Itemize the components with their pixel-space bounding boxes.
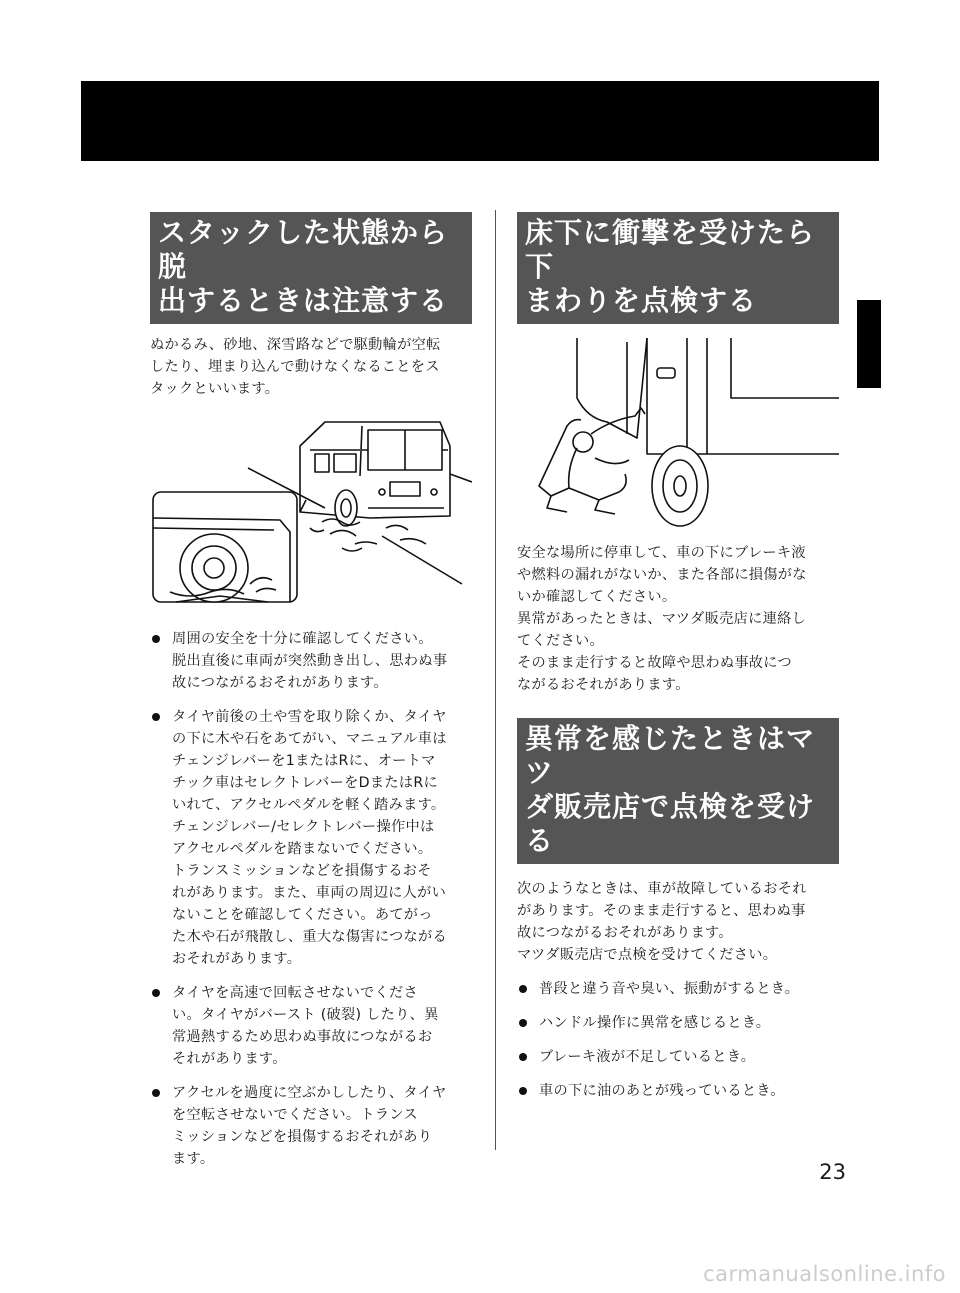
list-item (150, 628, 472, 694)
heading-dealer-inspection: 異常を感じたときはマツ ダ販売店で点検を受ける (517, 718, 839, 864)
header-bar (81, 81, 879, 161)
heading-stuck: スタックした状態から脱 出するときは注意する (150, 212, 472, 324)
intro-text: ぬかるみ、砂地、深雪路などで駆動輪が空転 したり、埋まり込んで動けなくなることをス タックといいます。 (150, 337, 441, 397)
bullet-dot-icon (152, 1089, 160, 1097)
bullet-dot-icon (152, 989, 160, 997)
list-item-text: ブレーキ液が不足しているとき。 (539, 1049, 756, 1065)
list-item-text: 車の下に油のあとが残っているとき。 (539, 1083, 785, 1099)
page-number: 23 (819, 1160, 846, 1184)
right-column (517, 212, 839, 1102)
list-item (517, 1080, 839, 1102)
symptom-bullet-list (517, 978, 839, 1102)
list-item-text: ハンドル操作に異常を感じるとき。 (539, 1015, 771, 1031)
list-item (150, 1082, 472, 1170)
underbody-inspection-illustration (517, 338, 839, 528)
list-item-text: アクセルを過度に空ぶかししたり、タイヤ を空転させないでください。トランス ミッションなどを損傷するおそれがあり ます。 (172, 1085, 447, 1167)
bullet-dot-icon (519, 1087, 527, 1095)
stuck-bullet-list (150, 628, 472, 1170)
bullet-dot-icon (152, 635, 160, 643)
stuck-van-illustration (150, 416, 472, 606)
list-item (150, 706, 472, 970)
left-column (150, 212, 472, 1170)
list-item (517, 1046, 839, 1068)
column-divider (495, 210, 496, 1150)
heading-underbody-check: 床下に衝撃を受けたら下 まわりを点検する (517, 212, 839, 324)
list-item-text: タイヤ前後の土や雪を取り除くか、タイヤ の下に木や石をあてがい、マニュアル車は チェンジレバーを1またはRに、オートマ チック車はセレクトレバーをDまたはRに いれて、アクセルペダルを軽く踏みます。 チェンジレバー/セレクトレバー操作中は アクセルペダルを踏まないでください。 トランスミッションなどを損傷するおそ れがあります。また、車両の周辺に人がい ないことを確認してください。あてがっ た木や石が飛散し、重大な傷害につながる おそれがあります。 (172, 709, 447, 967)
list-item-text: タイヤを高速で回転させないでくださ い。タイヤがバースト (破裂) したり、異 常過熱するため思わぬ事故につながるお それがあります。 (172, 985, 439, 1067)
list-item-text: 周囲の安全を十分に確認してください。 脱出直後に車両が突然動き出し、思わぬ事 故につながるおそれがあります。 (172, 631, 448, 691)
list-item-text: 普段と違う音や臭い、振動がするとき。 (539, 981, 800, 997)
underbody-text: 安全な場所に停車して、車の下にブレーキ液 や燃料の漏れがないか、また各部に損傷がな いか確認してください。 異常があったときは、マツダ販売店に連絡し てください。 そのまま走行すると故障や思わぬ事故につ ながるおそれがあります。 (517, 545, 807, 693)
bullet-dot-icon (519, 985, 527, 993)
section-tab (857, 300, 881, 388)
bullet-dot-icon (519, 1053, 527, 1061)
bullet-dot-icon (519, 1019, 527, 1027)
bullet-dot-icon (152, 713, 160, 721)
list-item (517, 1012, 839, 1034)
watermark: carmanualsonline.info (703, 1262, 946, 1286)
dealer-text: 次のようなときは、車が故障しているおそれ があります。そのまま走行すると、思わぬ事 故につながるおそれがあります。 マツダ販売店で点検を受けてください。 (517, 881, 807, 963)
list-item (150, 982, 472, 1070)
list-item (517, 978, 839, 1000)
